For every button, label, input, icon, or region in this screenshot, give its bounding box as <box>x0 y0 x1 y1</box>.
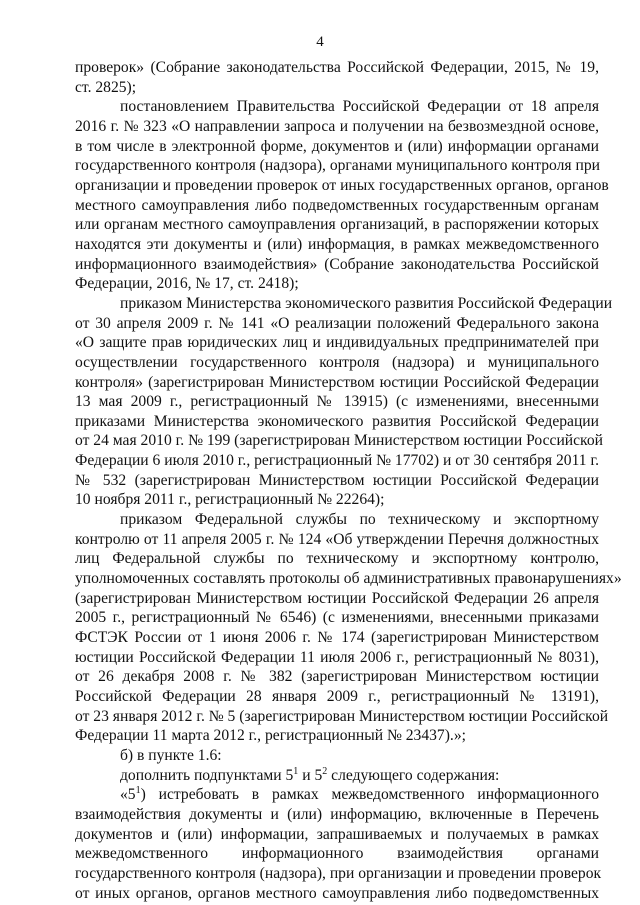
text-line: Федерации, 2016, № 17, ст. 2418); <box>75 275 299 293</box>
text-line: ст. 2825); <box>75 78 137 96</box>
text-line: Федерации 11 марта 2012 г., регистрационный № 23437).»; <box>75 727 466 745</box>
text-line: 10 ноября 2011 г., регистрационный № 22264); <box>75 491 385 509</box>
text-fragment: ) истребовать в рамках межведомственного информационного <box>140 786 599 804</box>
text-fragment: дополнить подпунктами 5 <box>120 766 294 784</box>
text-line: 2016 г. № 323 «О направлении запроса и получении на безвозмездной основе, <box>75 117 599 135</box>
paragraph-sobranie-2015 <box>75 58 599 97</box>
text-line: (зарегистрирован Министерством юстиции Российской Федерации 26 апреля <box>75 589 599 607</box>
text-line: лиц Федеральной службы по техническому и экспортному контролю, <box>75 550 599 568</box>
text-line: юстиции Российской Федерации 11 июля 2006 г., регистрационный № 8031), <box>75 648 599 666</box>
text-line: от иных органов, органов местного самоуправления либо подведомственных <box>75 884 599 902</box>
text-line: межведомственного информационного взаимодействия органами <box>75 845 599 863</box>
text-line: уполномоченных составлять протоколы об административных правонарушениях» <box>75 570 622 588</box>
text-line: государственного контроля (надзора), органами муниципального контроля при <box>75 157 600 175</box>
superscript: 2 <box>322 765 328 777</box>
text-line: проверок» (Собрание законодательства Российской Федерации, 2015, № 19, <box>75 59 599 76</box>
text-line: Федерации 6 июля 2010 г., регистрационный № 17702) и от 30 сентября 2011 г. <box>75 452 600 470</box>
text-fragment: «5 <box>120 786 136 804</box>
text-line <box>75 785 599 805</box>
text-line: приказом Министерства экономического развития Российской Федерации <box>120 294 613 312</box>
text-line: от 30 апреля 2009 г. № 141 «О реализации положений Федерального закона <box>75 314 599 332</box>
text-line: контроля» (зарегистрирован Министерством юстиции Российской Федерации <box>75 373 599 391</box>
text-line: информационного взаимодействия» (Собрание законодательства Российской <box>75 255 599 273</box>
text-line: приказом Федеральной службы по техническому и экспортному <box>120 511 599 529</box>
text-line: 2005 г., регистрационный № 6546) (с изменениями, внесенными приказами <box>75 609 599 627</box>
text-fragment: и 5 <box>298 766 323 784</box>
text-line <box>75 766 599 786</box>
text-line: постановлением Правительства Российской Федерации от 18 апреля <box>120 98 599 116</box>
paragraph-subitem-5-1 <box>75 785 602 903</box>
text-line: или органам местного самоуправления организаций, в распоряжении которых <box>75 216 599 234</box>
text-line: государственного контроля (надзора), при организации и проведении проверок <box>75 864 602 882</box>
text-line: Российской Федерации 28 января 2009 г., регистрационный № 13191), <box>75 688 599 705</box>
paragraph-postanovlenie-323 <box>75 97 609 294</box>
text-line: в том числе в электронной форме, документов и (или) информации органами <box>75 137 599 155</box>
paragraph-dopolnit <box>75 766 599 786</box>
text-line: 13 мая 2009 г., регистрационный № 13915) (с изменениями, внесенными <box>75 393 599 411</box>
text-line: ФСТЭК России от 1 июня 2006 г. № 174 (зарегистрирован Министерством <box>75 629 599 647</box>
paragraph-prikaz-124 <box>75 510 622 746</box>
superscript: 1 <box>135 785 141 797</box>
paragraph-punkt-b <box>75 746 599 766</box>
text-line: документов и (или) информации, запрашиваемых и получаемых в рамках <box>75 825 599 843</box>
text-line: осуществлении государственного контроля (надзора) и муниципального <box>75 353 599 371</box>
text-line: № 532 (зарегистрирован Министерством юстиции Российской Федерации <box>75 471 599 489</box>
text-line: местного самоуправления либо подведомственных государственным органам <box>75 196 599 214</box>
text-fragment: следующего содержания: <box>327 766 500 784</box>
text-line: «О защите прав юридических лиц и индивидуальных предпринимателей при <box>75 334 599 352</box>
text-line: находятся эти документы и (или) информация, в рамках межведомственного <box>75 235 599 253</box>
text-line: от 24 мая 2010 г. № 199 (зарегистрирован Министерством юстиции Российской <box>75 432 603 450</box>
text-line: от 26 декабря 2008 г. № 382 (зарегистрирован Министерством юстиции <box>75 668 599 686</box>
text-line: б) в пункте 1.6: <box>120 746 222 764</box>
document-body <box>75 58 622 903</box>
text-line: приказами Министерства экономического развития Российской Федерации <box>75 412 599 430</box>
text-line: организации и проведении проверок от иных государственных органов, органов <box>75 176 609 194</box>
text-line: контролю от 11 апреля 2005 г. № 124 «Об утверждении Перечня должностных <box>75 530 599 548</box>
superscript: 1 <box>293 765 299 777</box>
text-line: от 23 января 2012 г. № 5 (зарегистрирован Министерством юстиции Российской <box>75 707 609 725</box>
text-line: взаимодействия документы и (или) информацию, включенные в Перечень <box>75 805 599 823</box>
page-number: 4 <box>316 34 324 50</box>
paragraph-prikaz-141 <box>75 294 613 510</box>
